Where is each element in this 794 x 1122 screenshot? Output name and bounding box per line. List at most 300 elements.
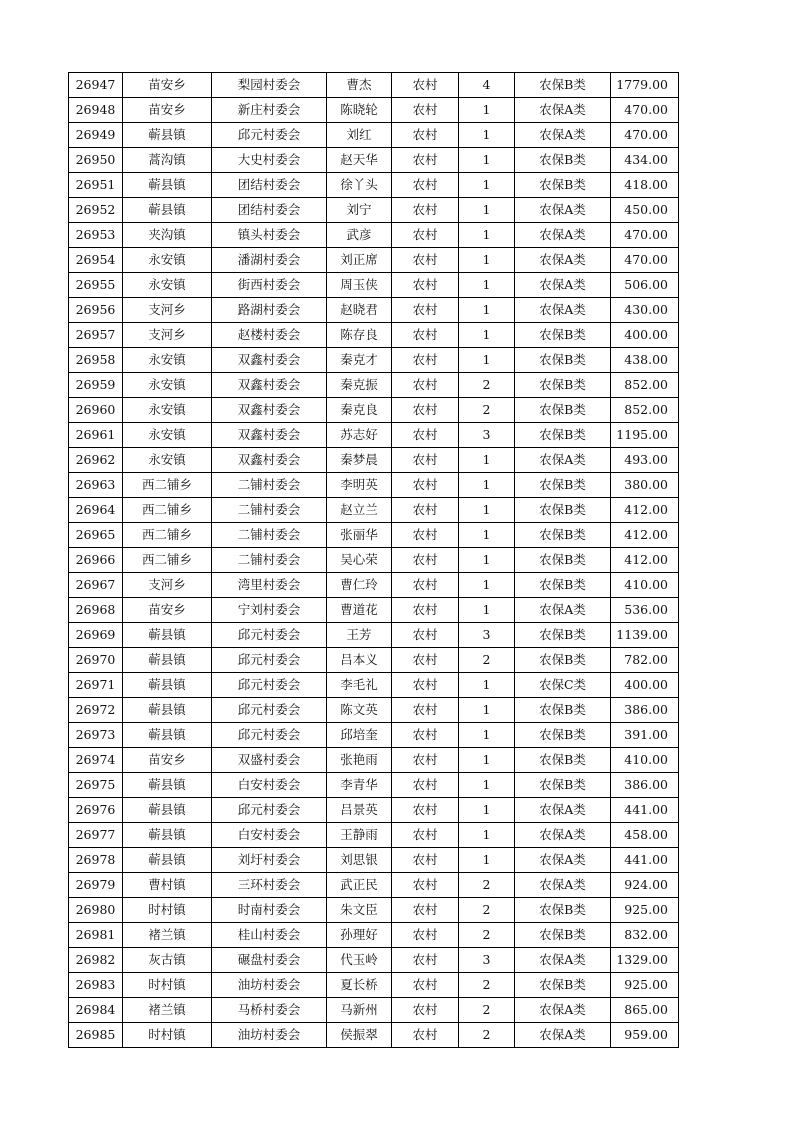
town-cell: 夹沟镇	[123, 223, 212, 248]
person-name-cell: 赵立兰	[327, 498, 392, 523]
village-committee-cell: 宁刘村委会	[212, 598, 327, 623]
member-count-cell: 2	[459, 898, 515, 923]
town-cell: 蕲县镇	[123, 798, 212, 823]
household-type-cell: 农村	[392, 673, 459, 698]
amount-cell: 852.00	[611, 398, 679, 423]
member-count-cell: 1	[459, 698, 515, 723]
insurance-category-cell: 农保B类	[515, 498, 611, 523]
member-count-cell: 3	[459, 423, 515, 448]
table-row	[69, 273, 679, 298]
town-cell: 蕲县镇	[123, 123, 212, 148]
town-cell: 西二铺乡	[123, 523, 212, 548]
person-name-cell: 刘宁	[327, 198, 392, 223]
household-type-cell: 农村	[392, 398, 459, 423]
person-name-cell: 秦克良	[327, 398, 392, 423]
household-type-cell: 农村	[392, 773, 459, 798]
town-cell: 曹村镇	[123, 873, 212, 898]
amount-cell: 924.00	[611, 873, 679, 898]
table-row	[69, 748, 679, 773]
village-committee-cell: 新庄村委会	[212, 98, 327, 123]
town-cell: 时村镇	[123, 898, 212, 923]
village-committee-cell: 二铺村委会	[212, 523, 327, 548]
village-committee-cell: 邱元村委会	[212, 623, 327, 648]
town-cell: 支河乡	[123, 573, 212, 598]
insurance-category-cell: 农保A类	[515, 848, 611, 873]
person-name-cell: 张艳雨	[327, 748, 392, 773]
person-name-cell: 曹杰	[327, 73, 392, 98]
amount-cell: 959.00	[611, 1023, 679, 1048]
amount-cell: 430.00	[611, 298, 679, 323]
household-type-cell: 农村	[392, 548, 459, 573]
town-cell: 蕲县镇	[123, 198, 212, 223]
person-name-cell: 陈文英	[327, 698, 392, 723]
member-count-cell: 3	[459, 623, 515, 648]
person-name-cell: 武正民	[327, 873, 392, 898]
town-cell: 蕲县镇	[123, 173, 212, 198]
member-count-cell: 1	[459, 473, 515, 498]
insurance-category-cell: 农保B类	[515, 723, 611, 748]
town-cell: 永安镇	[123, 248, 212, 273]
household-type-cell: 农村	[392, 998, 459, 1023]
table-row	[69, 723, 679, 748]
record-id-cell: 26968	[69, 598, 123, 623]
table-row	[69, 523, 679, 548]
table-row	[69, 773, 679, 798]
insurance-category-cell: 农保B类	[515, 573, 611, 598]
insurance-category-cell: 农保A类	[515, 873, 611, 898]
insurance-category-cell: 农保A类	[515, 273, 611, 298]
household-type-cell: 农村	[392, 98, 459, 123]
person-name-cell: 吕景英	[327, 798, 392, 823]
record-id-cell: 26952	[69, 198, 123, 223]
town-cell: 苗安乡	[123, 73, 212, 98]
village-committee-cell: 湾里村委会	[212, 573, 327, 598]
village-committee-cell: 双鑫村委会	[212, 348, 327, 373]
household-type-cell: 农村	[392, 348, 459, 373]
village-committee-cell: 双鑫村委会	[212, 373, 327, 398]
record-id-cell: 26973	[69, 723, 123, 748]
household-type-cell: 农村	[392, 898, 459, 923]
person-name-cell: 曹仁玲	[327, 573, 392, 598]
member-count-cell: 1	[459, 148, 515, 173]
person-name-cell: 王芳	[327, 623, 392, 648]
village-committee-cell: 碾盘村委会	[212, 948, 327, 973]
village-committee-cell: 邱元村委会	[212, 723, 327, 748]
member-count-cell: 1	[459, 298, 515, 323]
amount-cell: 410.00	[611, 748, 679, 773]
record-id-cell: 26984	[69, 998, 123, 1023]
town-cell: 西二铺乡	[123, 473, 212, 498]
person-name-cell: 李明英	[327, 473, 392, 498]
insurance-category-cell: 农保B类	[515, 773, 611, 798]
records-table	[68, 72, 679, 1048]
record-id-cell: 26970	[69, 648, 123, 673]
member-count-cell: 2	[459, 973, 515, 998]
village-committee-cell: 二铺村委会	[212, 548, 327, 573]
table-row	[69, 623, 679, 648]
person-name-cell: 徐丫头	[327, 173, 392, 198]
town-cell: 蒿沟镇	[123, 148, 212, 173]
town-cell: 褚兰镇	[123, 923, 212, 948]
person-name-cell: 陈晓轮	[327, 98, 392, 123]
town-cell: 苗安乡	[123, 748, 212, 773]
table-row	[69, 298, 679, 323]
village-committee-cell: 邱元村委会	[212, 798, 327, 823]
village-committee-cell: 双鑫村委会	[212, 423, 327, 448]
amount-cell: 852.00	[611, 373, 679, 398]
household-type-cell: 农村	[392, 198, 459, 223]
person-name-cell: 秦克振	[327, 373, 392, 398]
insurance-category-cell: 农保B类	[515, 973, 611, 998]
insurance-category-cell: 农保B类	[515, 648, 611, 673]
town-cell: 西二铺乡	[123, 548, 212, 573]
person-name-cell: 张丽华	[327, 523, 392, 548]
town-cell: 蕲县镇	[123, 848, 212, 873]
household-type-cell: 农村	[392, 223, 459, 248]
village-committee-cell: 二铺村委会	[212, 473, 327, 498]
household-type-cell: 农村	[392, 173, 459, 198]
member-count-cell: 1	[459, 598, 515, 623]
person-name-cell: 武彦	[327, 223, 392, 248]
household-type-cell: 农村	[392, 373, 459, 398]
record-id-cell: 26956	[69, 298, 123, 323]
village-committee-cell: 油坊村委会	[212, 1023, 327, 1048]
record-id-cell: 26961	[69, 423, 123, 448]
town-cell: 蕲县镇	[123, 673, 212, 698]
village-committee-cell: 时南村委会	[212, 898, 327, 923]
person-name-cell: 朱文臣	[327, 898, 392, 923]
insurance-category-cell: 农保B类	[515, 548, 611, 573]
household-type-cell: 农村	[392, 748, 459, 773]
village-committee-cell: 镇头村委会	[212, 223, 327, 248]
town-cell: 蕲县镇	[123, 823, 212, 848]
record-id-cell: 26982	[69, 948, 123, 973]
table-row	[69, 648, 679, 673]
insurance-category-cell: 农保B类	[515, 623, 611, 648]
amount-cell: 832.00	[611, 923, 679, 948]
village-committee-cell: 邱元村委会	[212, 123, 327, 148]
town-cell: 支河乡	[123, 298, 212, 323]
record-id-cell: 26949	[69, 123, 123, 148]
member-count-cell: 2	[459, 998, 515, 1023]
member-count-cell: 2	[459, 1023, 515, 1048]
insurance-category-cell: 农保B类	[515, 73, 611, 98]
table-row	[69, 948, 679, 973]
member-count-cell: 1	[459, 123, 515, 148]
record-id-cell: 26980	[69, 898, 123, 923]
record-id-cell: 26975	[69, 773, 123, 798]
amount-cell: 1139.00	[611, 623, 679, 648]
member-count-cell: 1	[459, 448, 515, 473]
member-count-cell: 2	[459, 373, 515, 398]
record-id-cell: 26959	[69, 373, 123, 398]
person-name-cell: 李毛礼	[327, 673, 392, 698]
table-row	[69, 798, 679, 823]
table-row	[69, 673, 679, 698]
household-type-cell: 农村	[392, 573, 459, 598]
table-row	[69, 973, 679, 998]
amount-cell: 1195.00	[611, 423, 679, 448]
table-row	[69, 898, 679, 923]
member-count-cell: 3	[459, 948, 515, 973]
town-cell: 蕲县镇	[123, 773, 212, 798]
table-row	[69, 198, 679, 223]
record-id-cell: 26960	[69, 398, 123, 423]
amount-cell: 536.00	[611, 598, 679, 623]
village-committee-cell: 邱元村委会	[212, 673, 327, 698]
insurance-category-cell: 农保B类	[515, 748, 611, 773]
insurance-category-cell: 农保B类	[515, 923, 611, 948]
table-row	[69, 1023, 679, 1048]
amount-cell: 470.00	[611, 98, 679, 123]
record-id-cell: 26977	[69, 823, 123, 848]
record-id-cell: 26979	[69, 873, 123, 898]
person-name-cell: 吕本义	[327, 648, 392, 673]
member-count-cell: 1	[459, 98, 515, 123]
household-type-cell: 农村	[392, 873, 459, 898]
member-count-cell: 1	[459, 573, 515, 598]
table-row	[69, 373, 679, 398]
person-name-cell: 侯振翠	[327, 1023, 392, 1048]
household-type-cell: 农村	[392, 448, 459, 473]
amount-cell: 391.00	[611, 723, 679, 748]
table-row	[69, 923, 679, 948]
person-name-cell: 王静雨	[327, 823, 392, 848]
town-cell: 蕲县镇	[123, 698, 212, 723]
person-name-cell: 刘思银	[327, 848, 392, 873]
member-count-cell: 1	[459, 173, 515, 198]
insurance-category-cell: 农保A类	[515, 823, 611, 848]
village-committee-cell: 赵楼村委会	[212, 323, 327, 348]
member-count-cell: 4	[459, 73, 515, 98]
table-row	[69, 498, 679, 523]
member-count-cell: 1	[459, 673, 515, 698]
town-cell: 西二铺乡	[123, 498, 212, 523]
village-committee-cell: 团结村委会	[212, 198, 327, 223]
village-committee-cell: 三环村委会	[212, 873, 327, 898]
record-id-cell: 26953	[69, 223, 123, 248]
record-id-cell: 26966	[69, 548, 123, 573]
amount-cell: 925.00	[611, 898, 679, 923]
town-cell: 蕲县镇	[123, 723, 212, 748]
insurance-category-cell: 农保B类	[515, 373, 611, 398]
table-row	[69, 98, 679, 123]
household-type-cell: 农村	[392, 498, 459, 523]
town-cell: 永安镇	[123, 398, 212, 423]
table-row	[69, 473, 679, 498]
person-name-cell: 秦梦晨	[327, 448, 392, 473]
town-cell: 时村镇	[123, 973, 212, 998]
member-count-cell: 2	[459, 873, 515, 898]
amount-cell: 400.00	[611, 673, 679, 698]
insurance-category-cell: 农保A类	[515, 123, 611, 148]
amount-cell: 1329.00	[611, 948, 679, 973]
record-id-cell: 26972	[69, 698, 123, 723]
town-cell: 苗安乡	[123, 98, 212, 123]
member-count-cell: 1	[459, 198, 515, 223]
village-committee-cell: 梨园村委会	[212, 73, 327, 98]
household-type-cell: 农村	[392, 423, 459, 448]
village-committee-cell: 白安村委会	[212, 773, 327, 798]
household-type-cell: 农村	[392, 623, 459, 648]
person-name-cell: 秦克才	[327, 348, 392, 373]
amount-cell: 412.00	[611, 523, 679, 548]
insurance-category-cell: 农保A类	[515, 298, 611, 323]
table-row	[69, 573, 679, 598]
town-cell: 永安镇	[123, 348, 212, 373]
amount-cell: 925.00	[611, 973, 679, 998]
table-row	[69, 548, 679, 573]
insurance-category-cell: 农保A类	[515, 248, 611, 273]
member-count-cell: 1	[459, 523, 515, 548]
amount-cell: 386.00	[611, 773, 679, 798]
village-committee-cell: 双鑫村委会	[212, 448, 327, 473]
insurance-category-cell: 农保B类	[515, 898, 611, 923]
member-count-cell: 1	[459, 248, 515, 273]
table-row	[69, 323, 679, 348]
town-cell: 永安镇	[123, 273, 212, 298]
person-name-cell: 苏志好	[327, 423, 392, 448]
insurance-category-cell: 农保A类	[515, 798, 611, 823]
household-type-cell: 农村	[392, 948, 459, 973]
record-id-cell: 26985	[69, 1023, 123, 1048]
record-id-cell: 26958	[69, 348, 123, 373]
village-committee-cell: 路湖村委会	[212, 298, 327, 323]
amount-cell: 470.00	[611, 223, 679, 248]
record-id-cell: 26981	[69, 923, 123, 948]
amount-cell: 450.00	[611, 198, 679, 223]
village-committee-cell: 白安村委会	[212, 823, 327, 848]
person-name-cell: 夏长桥	[327, 973, 392, 998]
household-type-cell: 农村	[392, 923, 459, 948]
household-type-cell: 农村	[392, 298, 459, 323]
amount-cell: 782.00	[611, 648, 679, 673]
person-name-cell: 刘正席	[327, 248, 392, 273]
table-row	[69, 248, 679, 273]
household-type-cell: 农村	[392, 848, 459, 873]
insurance-category-cell: 农保C类	[515, 673, 611, 698]
member-count-cell: 1	[459, 273, 515, 298]
household-type-cell: 农村	[392, 723, 459, 748]
member-count-cell: 1	[459, 223, 515, 248]
village-committee-cell: 油坊村委会	[212, 973, 327, 998]
person-name-cell: 赵晓君	[327, 298, 392, 323]
amount-cell: 865.00	[611, 998, 679, 1023]
person-name-cell: 赵天华	[327, 148, 392, 173]
town-cell: 支河乡	[123, 323, 212, 348]
amount-cell: 400.00	[611, 323, 679, 348]
household-type-cell: 农村	[392, 973, 459, 998]
table-row	[69, 223, 679, 248]
table-row	[69, 848, 679, 873]
member-count-cell: 2	[459, 398, 515, 423]
person-name-cell: 曹道花	[327, 598, 392, 623]
table-row	[69, 598, 679, 623]
town-cell: 苗安乡	[123, 598, 212, 623]
amount-cell: 470.00	[611, 123, 679, 148]
village-committee-cell: 双盛村委会	[212, 748, 327, 773]
amount-cell: 412.00	[611, 498, 679, 523]
record-id-cell: 26957	[69, 323, 123, 348]
record-id-cell: 26965	[69, 523, 123, 548]
record-id-cell: 26963	[69, 473, 123, 498]
records-table-body	[69, 73, 679, 1048]
amount-cell: 1779.00	[611, 73, 679, 98]
insurance-category-cell: 农保A类	[515, 1023, 611, 1048]
household-type-cell: 农村	[392, 648, 459, 673]
amount-cell: 506.00	[611, 273, 679, 298]
member-count-cell: 1	[459, 498, 515, 523]
record-id-cell: 26983	[69, 973, 123, 998]
amount-cell: 441.00	[611, 848, 679, 873]
town-cell: 永安镇	[123, 423, 212, 448]
amount-cell: 438.00	[611, 348, 679, 373]
amount-cell: 441.00	[611, 798, 679, 823]
record-id-cell: 26974	[69, 748, 123, 773]
household-type-cell: 农村	[392, 73, 459, 98]
insurance-category-cell: 农保A类	[515, 223, 611, 248]
insurance-category-cell: 农保B类	[515, 473, 611, 498]
record-id-cell: 26955	[69, 273, 123, 298]
record-id-cell: 26976	[69, 798, 123, 823]
village-committee-cell: 街西村委会	[212, 273, 327, 298]
town-cell: 灰古镇	[123, 948, 212, 973]
household-type-cell: 农村	[392, 323, 459, 348]
amount-cell: 434.00	[611, 148, 679, 173]
insurance-category-cell: 农保B类	[515, 698, 611, 723]
record-id-cell: 26964	[69, 498, 123, 523]
amount-cell: 493.00	[611, 448, 679, 473]
record-id-cell: 26948	[69, 98, 123, 123]
member-count-cell: 1	[459, 548, 515, 573]
amount-cell: 418.00	[611, 173, 679, 198]
amount-cell: 458.00	[611, 823, 679, 848]
village-committee-cell: 邱元村委会	[212, 648, 327, 673]
record-id-cell: 26962	[69, 448, 123, 473]
person-name-cell: 邱培奎	[327, 723, 392, 748]
insurance-category-cell: 农保A类	[515, 998, 611, 1023]
person-name-cell: 周玉侠	[327, 273, 392, 298]
table-row	[69, 348, 679, 373]
town-cell: 永安镇	[123, 448, 212, 473]
person-name-cell: 孙理好	[327, 923, 392, 948]
household-type-cell: 农村	[392, 1023, 459, 1048]
member-count-cell: 1	[459, 748, 515, 773]
person-name-cell: 代玉岭	[327, 948, 392, 973]
person-name-cell: 陈存良	[327, 323, 392, 348]
household-type-cell: 农村	[392, 148, 459, 173]
record-id-cell: 26947	[69, 73, 123, 98]
table-row	[69, 398, 679, 423]
table-row	[69, 123, 679, 148]
record-id-cell: 26951	[69, 173, 123, 198]
village-committee-cell: 二铺村委会	[212, 498, 327, 523]
member-count-cell: 1	[459, 823, 515, 848]
insurance-category-cell: 农保B类	[515, 323, 611, 348]
table-row	[69, 173, 679, 198]
insurance-category-cell: 农保A类	[515, 598, 611, 623]
household-type-cell: 农村	[392, 273, 459, 298]
amount-cell: 380.00	[611, 473, 679, 498]
record-id-cell: 26950	[69, 148, 123, 173]
town-cell: 褚兰镇	[123, 998, 212, 1023]
town-cell: 蕲县镇	[123, 623, 212, 648]
table-row	[69, 423, 679, 448]
village-committee-cell: 刘圩村委会	[212, 848, 327, 873]
town-cell: 永安镇	[123, 373, 212, 398]
insurance-category-cell: 农保B类	[515, 173, 611, 198]
insurance-category-cell: 农保A类	[515, 198, 611, 223]
